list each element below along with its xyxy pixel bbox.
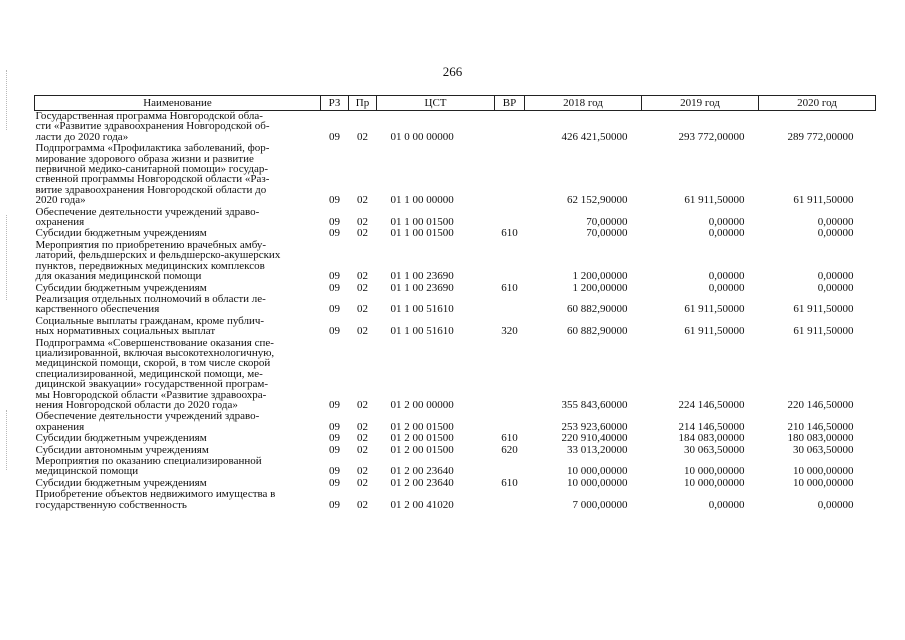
- row-amount-2018: 70,00000: [586, 227, 628, 240]
- row-pr: 02: [357, 432, 368, 445]
- table-row: [35, 456, 876, 478]
- row-vr: [495, 207, 525, 229]
- row-amount-2018: 220 910,40000: [561, 432, 628, 445]
- row-amount-2019: 214 146,50000: [678, 420, 745, 433]
- header-pr: Пр: [349, 96, 377, 111]
- row-amount-2019: 61 911,50000: [684, 303, 745, 316]
- row-pr: 02: [357, 476, 368, 489]
- row-amount-2018: 253 923,60000: [561, 420, 628, 433]
- row-name-line: Подпрограмма «Профилактика заболеваний, фор-: [35, 142, 270, 155]
- table-row: [35, 338, 876, 412]
- row-name-line: охранения: [35, 216, 85, 229]
- row-rz: 09: [329, 476, 340, 489]
- row-amount-2019: 0,00000: [708, 227, 745, 240]
- row-cst: 01 2 00 00000: [390, 398, 454, 411]
- row-amount-2019: 0,00000: [708, 498, 745, 511]
- row-name-line: охранения: [35, 420, 85, 433]
- row-amount-2020: 0,00000: [817, 281, 854, 294]
- table-header-row: [35, 96, 876, 111]
- table-row: [35, 294, 876, 316]
- row-amount-2018: 10 000,00000: [567, 465, 628, 478]
- row-name-line: Мероприятия по оказанию специализированной: [35, 455, 262, 467]
- budget-table: [34, 95, 876, 511]
- row-amount-2018: 1 200,00000: [572, 281, 628, 294]
- row-name-line: карственного обеспечения: [35, 303, 160, 316]
- row-amount-2019: 184 083,00000: [678, 432, 745, 445]
- table-row: [35, 111, 876, 144]
- row-name: [35, 207, 321, 229]
- row-cst: 01 1 00 51610: [390, 325, 454, 338]
- row-vr: 610: [501, 476, 518, 489]
- row-pr: 02: [357, 216, 368, 229]
- row-amount-2020: 210 146,50000: [787, 420, 854, 433]
- row-pr: 02: [357, 325, 368, 338]
- row-cst: 01 2 00 23640: [390, 476, 454, 489]
- row-pr: 02: [357, 130, 368, 143]
- row-name-line: специализированной, медицинской помощи, ме-: [35, 367, 263, 380]
- row-name: [35, 411, 321, 433]
- row-rz: 09: [329, 325, 340, 338]
- row-name-line: нения Новгородской области до 2020 года»: [35, 398, 238, 411]
- table-row: [35, 143, 876, 206]
- row-rz: 09: [329, 432, 340, 445]
- row-name-line: Социальные выплаты гражданам, кроме публич-: [35, 314, 265, 327]
- row-name-line: латорий, фельдшерских и фельдшерско-акушерских: [35, 249, 281, 262]
- row-name-line: Обеспечение деятельности учреждений здраво-: [35, 410, 260, 423]
- row-cst: 01 2 00 01500: [390, 443, 454, 456]
- row-vr: [495, 294, 525, 316]
- row-name: [35, 456, 321, 478]
- row-rz: 09: [329, 443, 340, 456]
- row-amount-2019: 0,00000: [708, 216, 745, 229]
- row-amount-2018: 1 200,00000: [572, 270, 628, 283]
- row-amount-2019: 293 772,00000: [678, 130, 745, 143]
- row-pr: 02: [357, 227, 368, 240]
- row-name-line: сти «Развитие здравоохранения Новгородской об-: [35, 120, 270, 133]
- row-cst: 01 2 00 01500: [390, 420, 454, 433]
- row-amount-2020: 30 063,50000: [793, 443, 854, 456]
- row-amount-2020: 220 146,50000: [787, 398, 854, 411]
- row-rz: 09: [329, 303, 340, 316]
- header-name: Наименование: [35, 96, 321, 111]
- row-rz: 09: [329, 281, 340, 294]
- row-name-line: 2020 года»: [35, 194, 86, 207]
- row-pr: 02: [357, 303, 368, 316]
- row-rz: 09: [329, 216, 340, 229]
- row-amount-2019: 30 063,50000: [684, 443, 745, 456]
- row-vr: 610: [501, 281, 518, 294]
- row-name: [35, 433, 321, 444]
- row-rz: 09: [329, 398, 340, 411]
- row-name: [35, 240, 321, 283]
- row-name: [35, 294, 321, 316]
- row-vr: 620: [501, 443, 518, 456]
- header-cst: ЦСТ: [377, 96, 495, 111]
- row-name-line: государственную собственность: [35, 498, 187, 511]
- row-amount-2020: 0,00000: [817, 498, 854, 511]
- row-name-line: Реализация отдельных полномочий в области ле-: [35, 292, 266, 305]
- row-pr: 02: [357, 420, 368, 433]
- row-name: [35, 143, 321, 206]
- table-body: [35, 111, 876, 512]
- row-name-line: первичной медико-санитарной помощи» государ-: [35, 163, 268, 176]
- row-amount-2019: 10 000,00000: [684, 476, 745, 489]
- row-name-line: Субсидии бюджетным учреждениям: [35, 227, 207, 240]
- table-row: [35, 240, 876, 283]
- row-rz: 09: [329, 420, 340, 433]
- row-name-line: мирование здорового образа жизни и развитие: [35, 152, 254, 165]
- row-cst: 01 1 00 01500: [390, 216, 454, 229]
- row-amount-2018: 355 843,60000: [561, 398, 628, 411]
- row-amount-2019: 61 911,50000: [684, 194, 745, 207]
- binding-margin-mark-middle: [6, 215, 8, 300]
- row-amount-2020: 61 911,50000: [793, 325, 854, 338]
- row-amount-2018: 7 000,00000: [572, 498, 628, 511]
- row-amount-2018: 10 000,00000: [567, 476, 628, 489]
- row-vr: [495, 143, 525, 206]
- row-amount-2019: 224 146,50000: [678, 398, 745, 411]
- row-amount-2019: 0,00000: [708, 281, 745, 294]
- row-name-line: ственной программы Новгородской области «Раз-: [35, 173, 270, 186]
- row-pr: 02: [357, 398, 368, 411]
- row-name-line: медицинской помощи, скорой, в том числе скорой: [35, 357, 271, 370]
- row-name: [35, 316, 321, 338]
- row-name: [35, 111, 321, 144]
- header-2019: 2019 год: [642, 96, 759, 111]
- row-name-line: Приобретение объектов недвижимого имущества в: [35, 488, 276, 501]
- row-cst: 01 1 00 23690: [390, 270, 454, 283]
- binding-margin-mark-bottom: [6, 410, 8, 470]
- table-row: [35, 489, 876, 511]
- row-pr: 02: [357, 498, 368, 511]
- row-name-line: Государственная программа Новгородской обла-: [35, 110, 263, 122]
- row-vr: [495, 411, 525, 433]
- row-cst: 01 0 00 00000: [390, 130, 454, 143]
- row-rz: 09: [329, 227, 340, 240]
- row-amount-2018: 33 013,20000: [567, 443, 628, 456]
- row-amount-2020: 0,00000: [817, 216, 854, 229]
- table-row: [35, 316, 876, 338]
- row-vr: [495, 456, 525, 478]
- row-vr: 610: [501, 432, 518, 445]
- header-2020: 2020 год: [759, 96, 876, 111]
- row-rz: 09: [329, 130, 340, 143]
- row-cst: 01 1 00 00000: [390, 194, 454, 207]
- header-rz: РЗ: [321, 96, 349, 111]
- row-name-line: Субсидии автономным учреждениям: [35, 443, 209, 456]
- row-cst: 01 2 00 23640: [390, 465, 454, 478]
- row-cst: 01 2 00 01500: [390, 432, 454, 445]
- row-amount-2020: 289 772,00000: [787, 130, 854, 143]
- row-rz: 09: [329, 465, 340, 478]
- row-name-line: Субсидии бюджетным учреждениям: [35, 281, 207, 294]
- row-cst: 01 1 00 23690: [390, 281, 454, 294]
- table-row: [35, 207, 876, 229]
- row-amount-2020: 180 083,00000: [787, 432, 854, 445]
- row-name: [35, 489, 321, 511]
- row-amount-2018: 60 882,90000: [567, 325, 628, 338]
- row-amount-2018: 426 421,50000: [561, 130, 628, 143]
- table-row: [35, 433, 876, 444]
- row-amount-2020: 10 000,00000: [793, 476, 854, 489]
- row-vr: [495, 338, 525, 412]
- row-name-line: циализированной, включая высокотехнологичную,: [35, 346, 275, 359]
- row-name-line: мы Новгородской области «Развитие здравоохра-: [35, 388, 267, 401]
- row-name: [35, 338, 321, 412]
- page-number: 266: [442, 64, 463, 79]
- row-name-line: ных нормативных социальных выплат: [35, 325, 216, 338]
- binding-margin-mark-top: [6, 70, 8, 130]
- row-amount-2020: 61 911,50000: [793, 303, 854, 316]
- row-pr: 02: [357, 465, 368, 478]
- row-name-line: для оказания медицинской помощи: [35, 270, 202, 283]
- row-name-line: витие здравоохранения Новгородской области до: [35, 183, 267, 196]
- row-vr: [495, 489, 525, 511]
- row-vr: [495, 240, 525, 283]
- row-pr: 02: [357, 443, 368, 456]
- row-name-line: Мероприятия по приобретению врачебных амбу-: [35, 238, 267, 251]
- row-rz: 09: [329, 270, 340, 283]
- row-cst: 01 2 00 41020: [390, 498, 454, 511]
- row-amount-2019: 10 000,00000: [684, 465, 745, 478]
- row-name-line: Обеспечение деятельности учреждений здраво-: [35, 205, 260, 218]
- row-name-line: пунктов, передвижных медицинских комплексов: [35, 259, 265, 272]
- row-amount-2020: 0,00000: [817, 227, 854, 240]
- row-cst: 01 1 00 51610: [390, 303, 454, 316]
- row-name-line: Подпрограмма «Совершенствование оказания спе-: [35, 336, 274, 349]
- row-vr: 320: [501, 325, 518, 338]
- row-pr: 02: [357, 270, 368, 283]
- header-2018: 2018 год: [525, 96, 642, 111]
- row-amount-2018: 70,00000: [586, 216, 628, 229]
- row-amount-2019: 61 911,50000: [684, 325, 745, 338]
- row-name-line: Субсидии бюджетным учреждениям: [35, 476, 207, 489]
- row-cst: 01 1 00 01500: [390, 227, 454, 240]
- row-pr: 02: [357, 194, 368, 207]
- row-pr: 02: [357, 281, 368, 294]
- row-amount-2018: 62 152,90000: [567, 194, 628, 207]
- row-name-line: медицинской помощи: [35, 465, 139, 478]
- row-rz: 09: [329, 498, 340, 511]
- table-row: [35, 411, 876, 433]
- row-amount-2019: 0,00000: [708, 270, 745, 283]
- row-amount-2020: 0,00000: [817, 270, 854, 283]
- row-vr: [495, 111, 525, 144]
- row-rz: 09: [329, 194, 340, 207]
- row-amount-2020: 61 911,50000: [793, 194, 854, 207]
- row-amount-2018: 60 882,90000: [567, 303, 628, 316]
- row-name-line: дицинской эвакуации» государственной програм-: [35, 378, 268, 391]
- row-name-line: ласти до 2020 года»: [35, 130, 129, 143]
- row-name-line: Субсидии бюджетным учреждениям: [35, 432, 207, 445]
- row-vr: 610: [501, 227, 518, 240]
- row-amount-2020: 10 000,00000: [793, 465, 854, 478]
- header-vr: ВР: [495, 96, 525, 111]
